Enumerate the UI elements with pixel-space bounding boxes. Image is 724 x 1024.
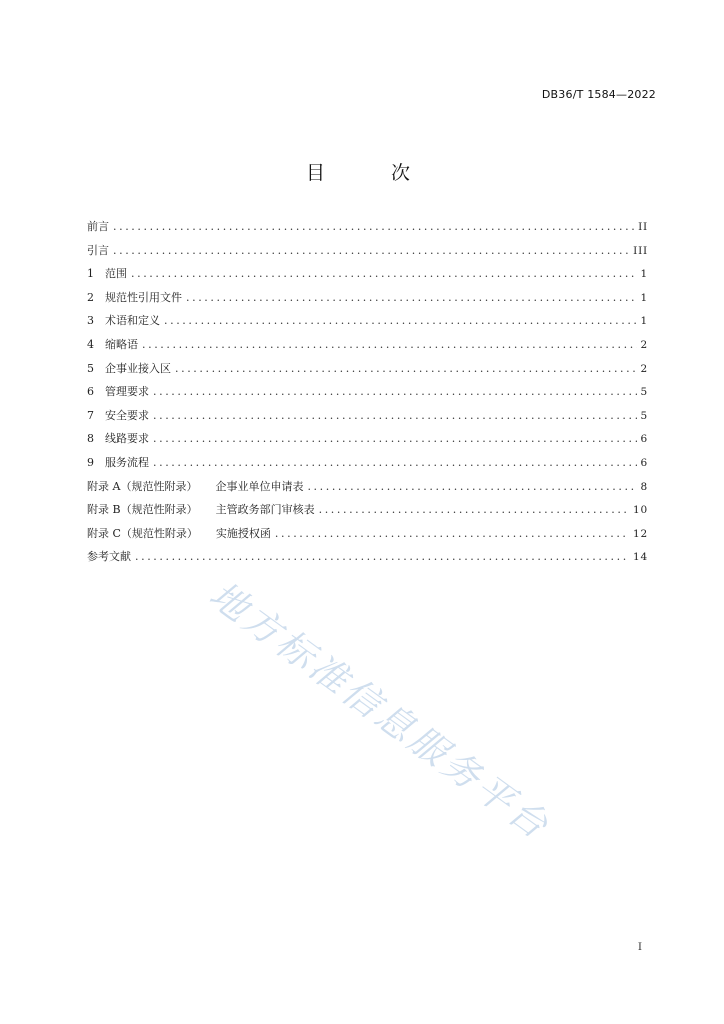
toc-entry-service-process[interactable]: [87, 454, 648, 478]
toc-entry-label: [87, 501, 315, 517]
toc-entry-title: 附录 B（规范性附录）: [87, 503, 198, 517]
toc-entry-page: 2: [640, 362, 648, 375]
toc-entry-foreword[interactable]: [87, 218, 648, 242]
toc-entry-terms-definitions[interactable]: [87, 312, 648, 336]
toc-entry-title: 前言: [87, 220, 109, 233]
toc-entry-introduction[interactable]: [87, 242, 648, 266]
standard-code: DB36/T 1584—2022: [541, 88, 656, 101]
toc-entry-number: 3: [87, 314, 94, 328]
toc-entry-appendix-a[interactable]: [87, 478, 648, 502]
toc-leader-dots: [175, 362, 637, 375]
toc-leader-dots: [307, 480, 636, 493]
toc-leader-dots: [275, 527, 629, 540]
toc-entry-subtitle: 主管政务部门审核表: [215, 503, 315, 517]
toc-entry-page: 8: [640, 480, 648, 493]
toc-entry-label: [87, 265, 127, 281]
table-of-contents: [87, 218, 648, 572]
toc-entry-label: [87, 548, 131, 564]
page-number: I: [637, 941, 642, 953]
toc-entry-subtitle: 企事业单位申请表: [215, 479, 304, 493]
toc-entry-page: 1: [640, 291, 648, 304]
toc-entry-page: III: [633, 244, 648, 257]
toc-entry-normative-references[interactable]: [87, 289, 648, 313]
toc-entry-security-requirements[interactable]: [87, 407, 648, 431]
toc-entry-page: 14: [633, 551, 648, 564]
toc-entry-page: 1: [640, 268, 648, 281]
toc-entry-label: [87, 360, 171, 376]
toc-entry-label: [87, 478, 303, 494]
toc-leader-dots: [135, 550, 629, 563]
toc-entry-title: 术语和定义: [105, 314, 160, 328]
toc-entry-page: 6: [640, 433, 648, 446]
toc-entry-appendix-c[interactable]: [87, 525, 648, 549]
toc-entry-title: 参考文献: [87, 550, 131, 564]
toc-entry-title: 企事业接入区: [105, 361, 171, 375]
toc-entry-page: 5: [640, 409, 648, 422]
toc-leader-dots: [153, 456, 637, 469]
toc-leader-dots: [186, 291, 637, 304]
toc-entry-management-requirements[interactable]: [87, 383, 648, 407]
toc-entry-label: [87, 430, 149, 446]
watermark-text: 地方标准信息服务平台: [201, 572, 559, 849]
toc-title: 目 次: [305, 162, 441, 184]
toc-entry-number: 9: [87, 455, 94, 469]
toc-entry-title: 管理要求: [105, 385, 149, 399]
toc-entry-number: 8: [87, 432, 94, 446]
toc-leader-dots: [131, 267, 637, 280]
toc-entry-label: [87, 383, 149, 399]
toc-entry-page: II: [638, 221, 648, 233]
toc-leader-dots: [142, 338, 637, 351]
toc-entry-abbreviations[interactable]: [87, 336, 648, 360]
toc-entry-title: 范围: [105, 267, 127, 281]
toc-leader-dots: [153, 432, 637, 445]
toc-entry-label: [87, 525, 271, 541]
toc-entry-title: 附录 A（规范性附录）: [87, 479, 198, 493]
toc-entry-number: 7: [87, 408, 94, 422]
toc-entry-page: 6: [640, 456, 648, 469]
toc-entry-page: 12: [633, 527, 648, 540]
toc-leader-dots: [319, 503, 629, 516]
toc-entry-number: 1: [87, 267, 94, 281]
toc-entry-label: [87, 218, 109, 234]
toc-entry-title: 规范性引用文件: [105, 290, 182, 304]
toc-entry-title: 线路要求: [105, 432, 149, 446]
toc-leader-dots: [153, 385, 637, 398]
toc-entry-page: 1: [640, 315, 648, 328]
toc-leader-dots: [153, 409, 637, 422]
toc-entry-number: 2: [87, 290, 94, 304]
toc-leader-dots: [164, 314, 637, 327]
toc-entry-enterprise-access-zone[interactable]: [87, 360, 648, 384]
toc-entry-number: 4: [87, 337, 94, 351]
toc-leader-dots: [113, 244, 629, 257]
toc-entry-scope[interactable]: [87, 265, 648, 289]
toc-entry-number: 5: [87, 361, 94, 375]
toc-entry-label: [87, 336, 138, 352]
toc-entry-label: [87, 312, 160, 328]
toc-entry-page: 5: [640, 386, 648, 399]
toc-entry-label: [87, 407, 149, 423]
toc-entry-subtitle: 实施授权函: [215, 526, 271, 540]
toc-entry-label: [87, 454, 149, 470]
toc-entry-title: 服务流程: [105, 455, 149, 469]
toc-leader-dots: [113, 220, 634, 233]
toc-entry-number: 6: [87, 385, 94, 399]
toc-entry-label: [87, 242, 109, 258]
toc-entry-appendix-b[interactable]: [87, 501, 648, 525]
toc-entry-page: 10: [633, 504, 648, 517]
toc-entry-line-requirements[interactable]: [87, 430, 648, 454]
toc-entry-title: 安全要求: [105, 408, 149, 422]
toc-entry-label: [87, 289, 182, 305]
toc-entry-title: 引言: [87, 243, 109, 257]
toc-entry-bibliography[interactable]: [87, 548, 648, 572]
toc-entry-page: 2: [640, 338, 648, 351]
toc-entry-title: 附录 C（规范性附录）: [87, 526, 198, 540]
toc-entry-title: 缩略语: [105, 337, 138, 351]
